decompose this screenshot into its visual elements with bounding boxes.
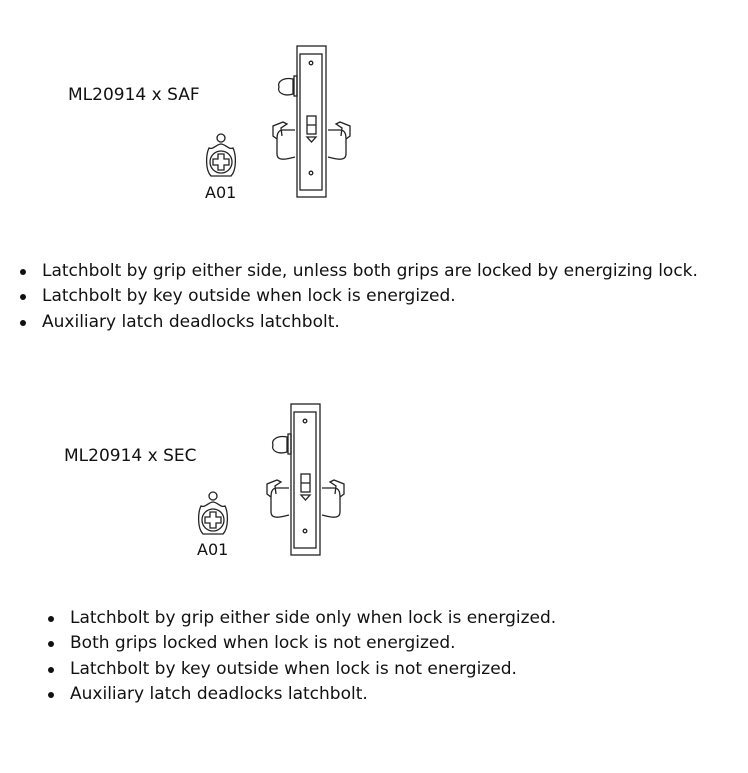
lock-diagram — [291, 404, 320, 555]
cylinder-code: A01 — [197, 540, 229, 559]
list-item: Both grips locked when lock is not energized. — [48, 631, 556, 656]
cylinder-code: A01 — [205, 183, 237, 202]
list-item: Latchbolt by key outside when lock is energized. — [20, 284, 698, 309]
list-item: Latchbolt by key outside when lock is not energized. — [48, 657, 556, 682]
cylinder-icon — [205, 132, 239, 178]
list-item: Auxiliary latch deadlocks latchbolt. — [20, 310, 698, 335]
section-title: ML20914 x SAF — [68, 85, 200, 105]
lock-diagram — [297, 46, 326, 197]
section-title: ML20914 x SEC — [64, 446, 197, 466]
feature-list — [48, 606, 556, 707]
list-item: Auxiliary latch deadlocks latchbolt. — [48, 682, 556, 707]
cylinder-icon — [197, 490, 231, 536]
feature-list — [20, 259, 698, 335]
list-item: Latchbolt by grip either side only when lock is energized. — [48, 606, 556, 631]
list-item: Latchbolt by grip either side, unless both grips are locked by energizing lock. — [20, 259, 698, 284]
